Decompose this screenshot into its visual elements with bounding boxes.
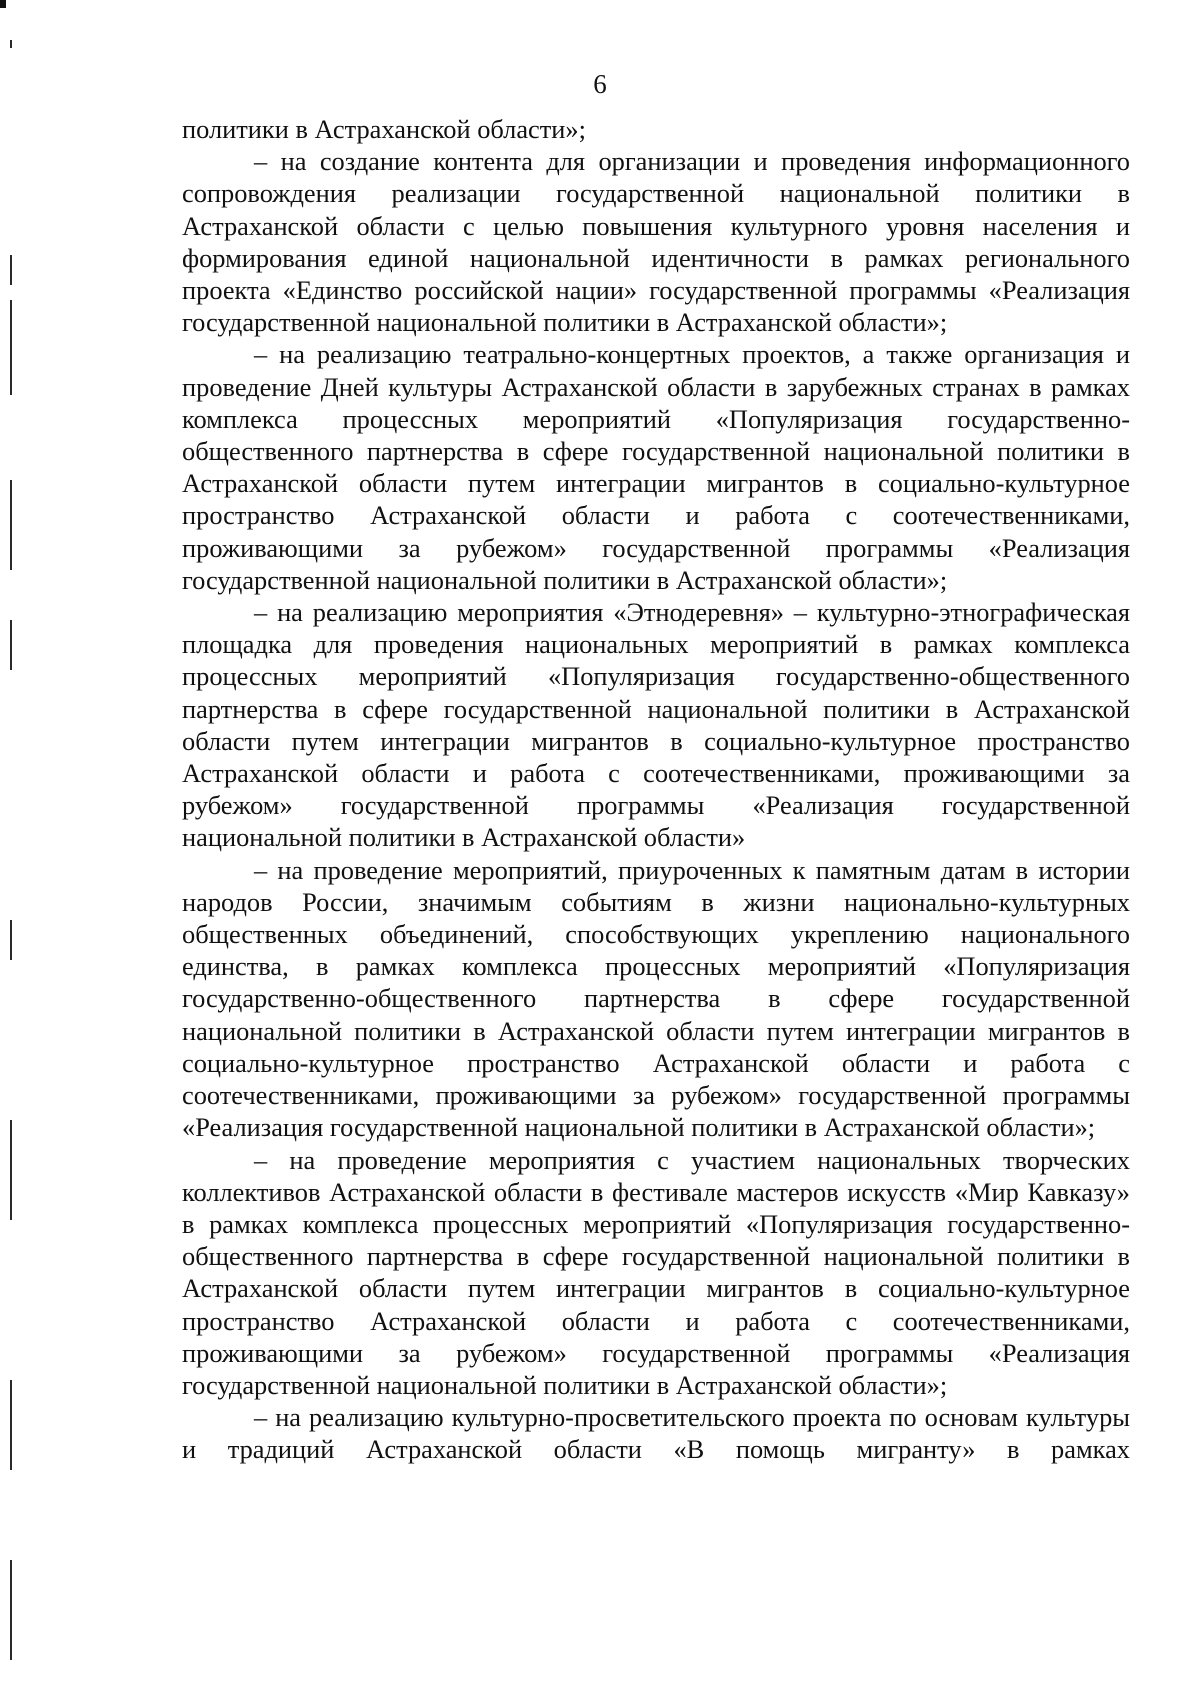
paragraph: – на проведение мероприятия с участием национальных творческих коллективов Астраханской области в фестивале мастеров искусств «Мир Кавказу» в рамках комплекса процессных мероприятий «Популяризация государственно-общественного партнерства в сфере государственной национальной политики в Астраханской области путем интеграции мигрантов в социально-культурное пространство Астраханской области и работа с соотечественниками, проживающими за рубежом» государственной программы «Реализация государственной национальной политики в Астраханской области»; [182,1144,1130,1400]
scan-margin-mark [10,480,12,570]
paragraph: политики в Астраханской области»; [182,114,586,144]
scan-margin-mark [10,40,12,48]
scan-margin-mark [10,1560,12,1660]
paragraph: – на реализацию культурно-просветительского проекта по основам культуры и традиций Астраханской области «В помощь мигранту» в рамках [182,1402,1130,1465]
scan-margin-mark [10,255,12,285]
page-number: 6 [593,69,607,99]
document-body [182,113,1130,1466]
scan-margin-mark [10,920,12,960]
scan-margin-mark [10,1120,12,1220]
scan-margin-mark [10,620,12,670]
scan-corner-mark [0,0,6,8]
paragraph: – на создание контента для организации и проведения информационного сопровождения реализации государственной национальной политики в Астраханской области с целью повышения культурного уровня населения и формирования единой национальной идентичности в рамках регионального проекта «Единство российской нации» государственной программы «Реализация государственной национальной политики в Астраханской области»; [182,146,1130,338]
scan-margin-mark [10,300,12,395]
paragraph: – на реализацию мероприятия «Этнодеревня» – культурно-этнографическая площадка для проведения национальных мероприятий в рамках комплекса процессных мероприятий «Популяризация государственно-общественного партнерства в сфере государственной национальной политики в Астраханской области путем интеграции мигрантов в социально-культурное пространство Астраханской области и работа с соотечественниками, проживающими за рубежом» государственной программы «Реализация государственной национальной политики в Астраханской области» [182,597,1130,853]
scan-margin-mark [10,1380,12,1470]
paragraph: – на реализацию театрально-концертных проектов, а также организация и проведение Дней культуры Астраханской области в зарубежных странах в рамках комплекса процессных мероприятий «Популяризация государственно-общественного партнерства в сфере государственной национальной политики в Астраханской области путем интеграции мигрантов в социально-культурное пространство Астраханской области и работа с соотечественниками, проживающими за рубежом» государственной программы «Реализация государственной национальной политики в Астраханской области»; [182,339,1130,595]
paragraph: – на проведение мероприятий, приуроченных к памятным датам в истории народов России, значимым событиям в жизни национально-культурных общественных объединений, способствующих укреплению национального единства, в рамках комплекса процессных мероприятий «Популяризация государственно-общественного партнерства в сфере государственной национальной политики в Астраханской области путем интеграции мигрантов в социально-культурное пространство Астраханской области и работа с соотечественниками, проживающими за рубежом» государственной программы «Реализация государственной национальной политики в Астраханской области»; [182,854,1130,1143]
